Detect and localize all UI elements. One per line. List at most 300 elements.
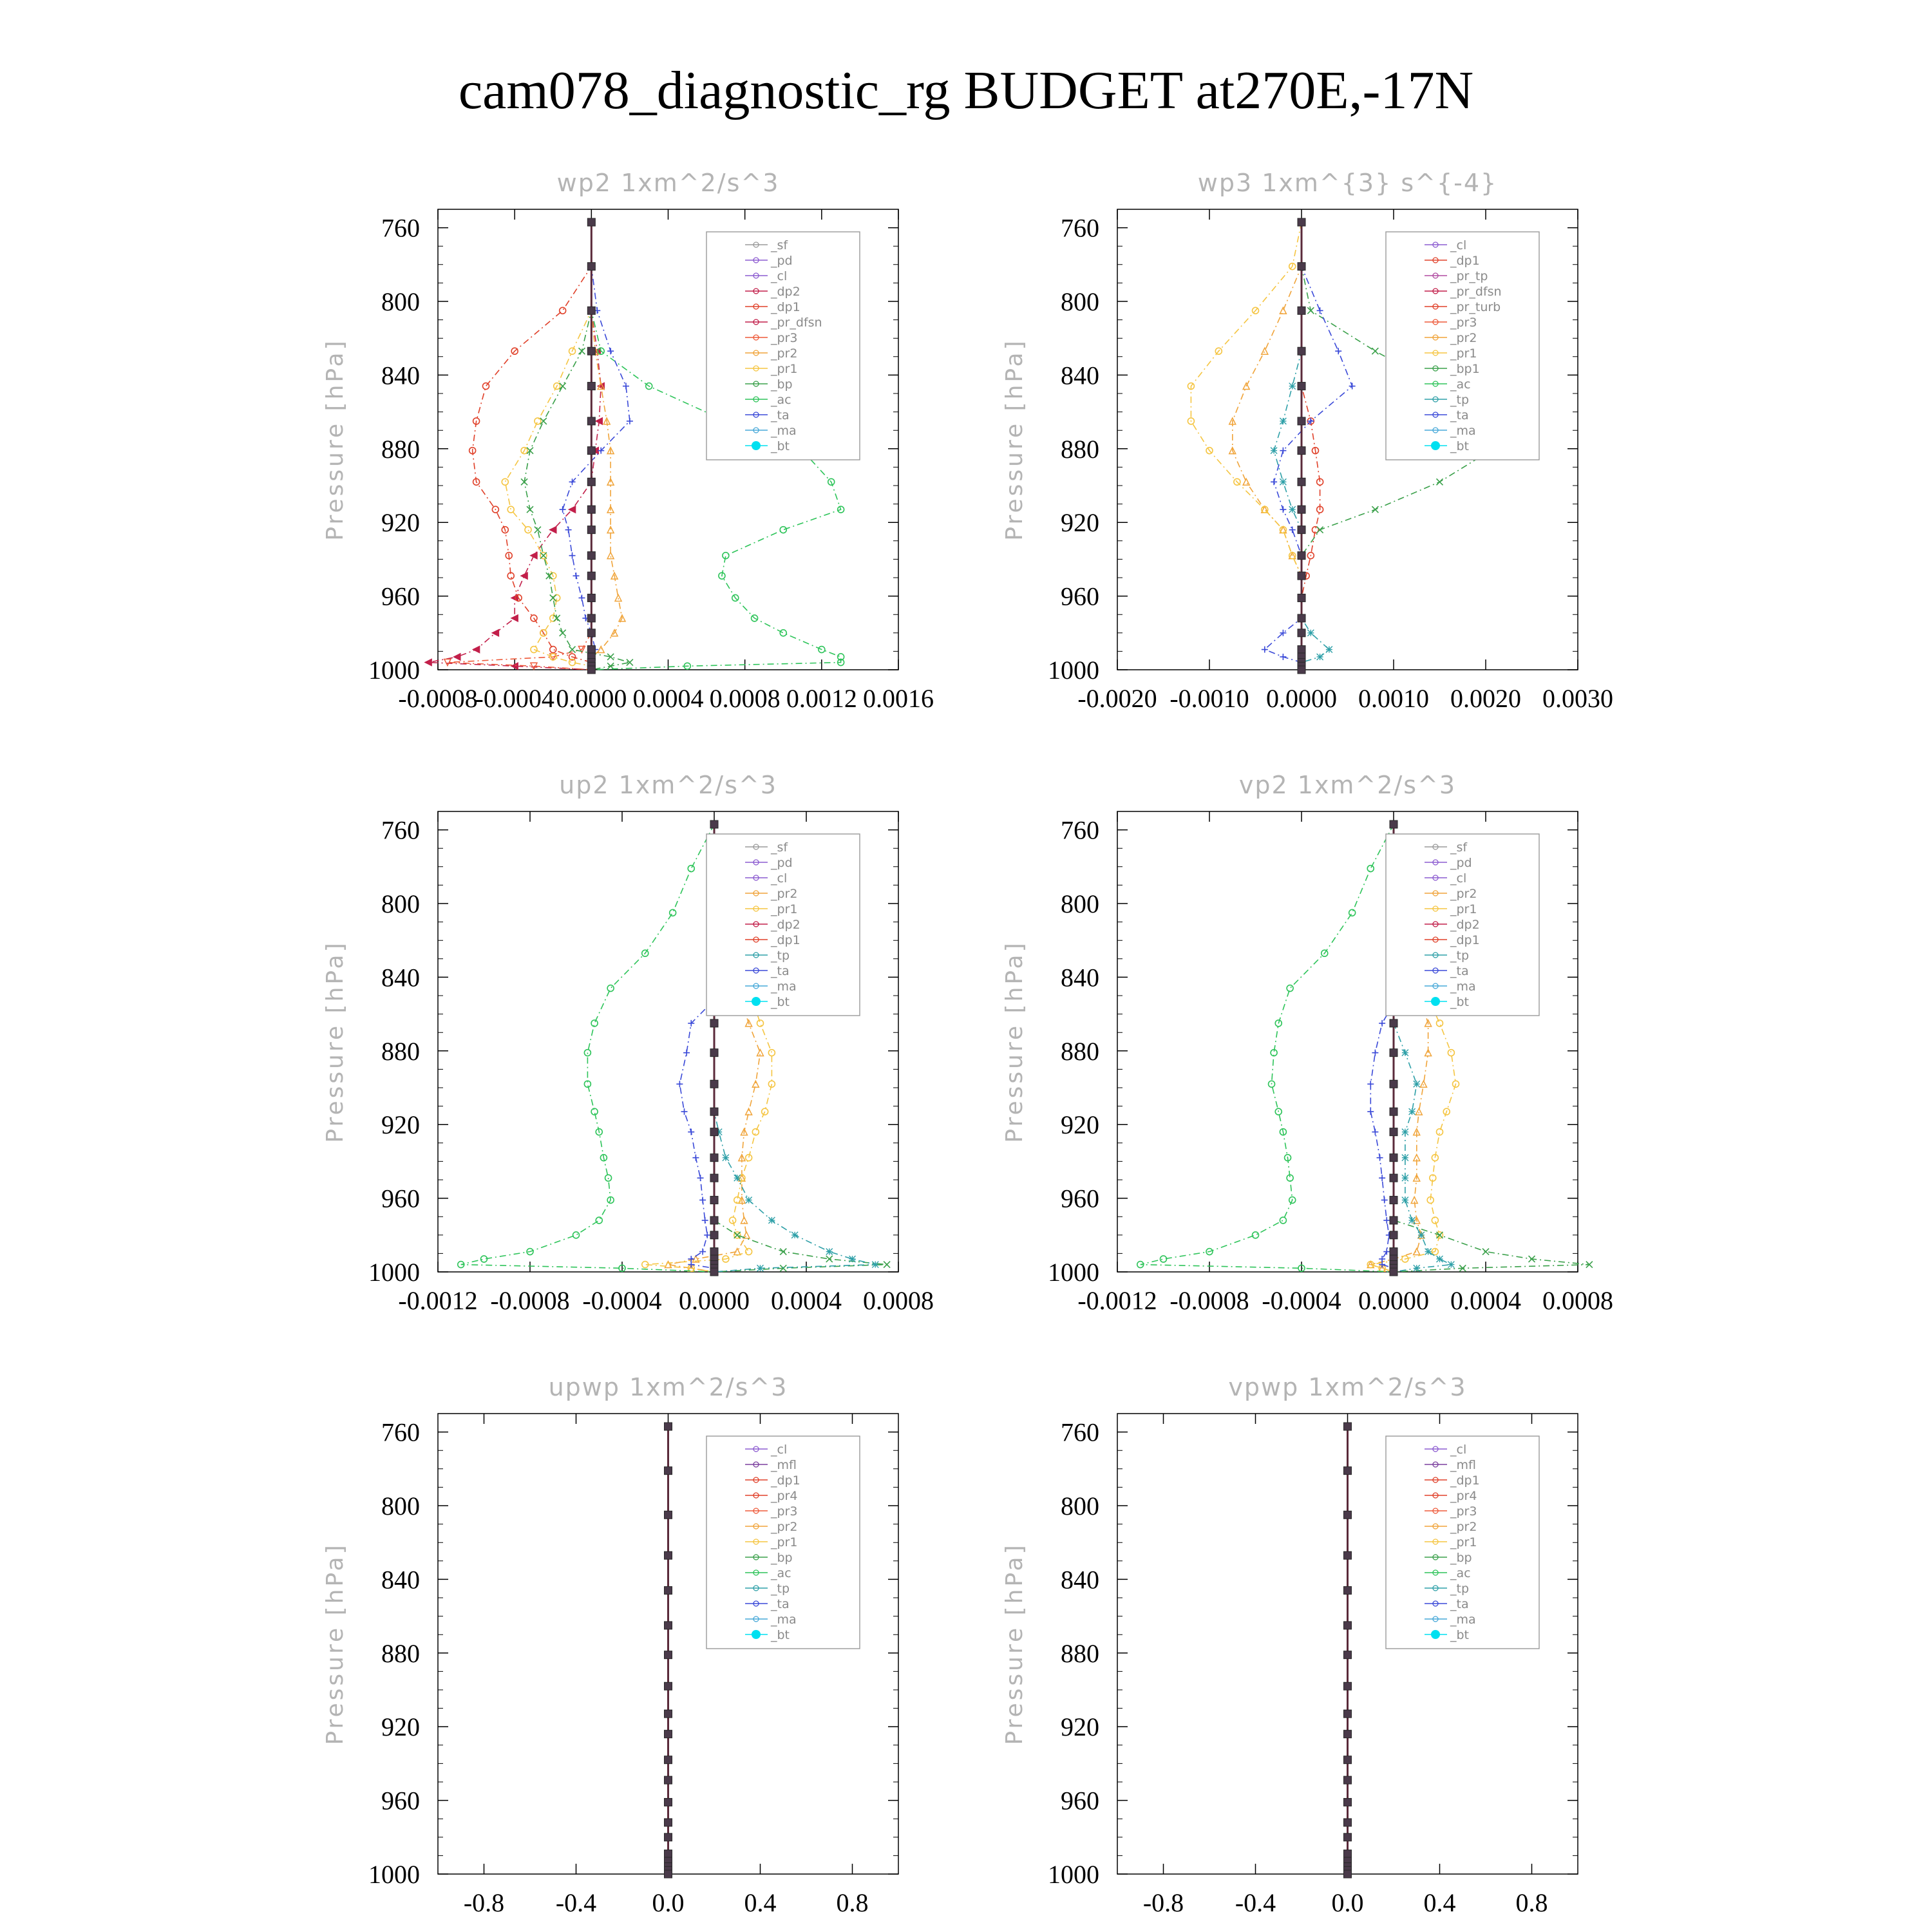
legend-label: _pr1 — [1450, 902, 1477, 916]
y-tick-label: 880 — [381, 1036, 420, 1066]
data-point — [1482, 1249, 1489, 1255]
zero-column-marker — [587, 447, 595, 455]
y-axis-label: Pressure [hPa] — [322, 1542, 348, 1745]
legend-label: _pr3 — [1450, 316, 1477, 330]
zero-column-marker — [1298, 383, 1305, 390]
x-tick-label: 0.8 — [836, 1888, 869, 1917]
legend-label: _bp — [1450, 1551, 1472, 1565]
data-point — [1262, 348, 1268, 354]
data-point — [607, 985, 614, 992]
legend-label: _pr_turb — [1450, 300, 1501, 314]
data-point — [1280, 506, 1286, 513]
x-tick-label: 0.0 — [652, 1888, 685, 1917]
data-point — [473, 647, 480, 653]
x-tick-label: -0.0012 — [1077, 1286, 1157, 1315]
data-point — [596, 1217, 602, 1224]
data-point — [734, 1232, 741, 1238]
data-point — [699, 1197, 706, 1203]
x-tick-label: -0.0004 — [1262, 1286, 1341, 1315]
zero-column-marker — [587, 417, 595, 425]
legend-label: _bp — [771, 1551, 793, 1565]
zero-column-marker — [587, 646, 595, 654]
data-point — [565, 527, 572, 533]
legend-label: _pr2 — [1450, 331, 1477, 345]
zero-column-marker — [1344, 1798, 1352, 1806]
zero-column-marker — [710, 1248, 718, 1256]
data-point — [1280, 418, 1286, 424]
data-point — [1420, 1081, 1426, 1087]
x-tick-label: 0.0000 — [1266, 684, 1337, 713]
legend-label: _tp — [1450, 393, 1470, 407]
y-tick-label: 760 — [381, 1417, 420, 1447]
zero-column-marker — [665, 1776, 672, 1784]
zero-column-marker — [1390, 1019, 1397, 1027]
zero-column-marker — [665, 1511, 672, 1519]
data-point — [676, 1081, 683, 1087]
series-line-dp2 — [428, 222, 601, 670]
zero-column-marker — [710, 1080, 718, 1088]
data-point — [607, 527, 614, 533]
zero-column-marker — [587, 263, 595, 270]
x-tick-label: -0.4 — [555, 1888, 597, 1917]
y-tick-label: 800 — [381, 1492, 420, 1520]
zero-column-marker — [1390, 1248, 1397, 1256]
data-point — [573, 1232, 580, 1238]
data-point — [780, 1249, 786, 1255]
data-point — [492, 630, 498, 636]
panel-title: up2 1xm^2/s^3 — [559, 771, 777, 799]
y-tick-label: 840 — [381, 1565, 420, 1595]
series-line-dp1 — [1141, 824, 1394, 1272]
legend-label: _ac — [771, 393, 791, 407]
data-point — [540, 553, 547, 559]
x-tick-label: 0.0000 — [679, 1286, 750, 1315]
data-point — [1372, 506, 1378, 513]
data-point — [1367, 866, 1374, 872]
chart-panel-3 — [322, 771, 934, 1315]
data-point — [697, 1175, 704, 1181]
y-tick-label: 880 — [381, 1638, 420, 1668]
data-point — [683, 1050, 690, 1056]
legend-label: _dp1 — [1450, 1473, 1480, 1488]
data-point — [525, 527, 531, 533]
zero-column-marker — [710, 1196, 718, 1204]
data-point — [1379, 1020, 1385, 1027]
legend-label: _pr2 — [771, 1520, 798, 1534]
zero-column-marker — [587, 614, 595, 622]
data-point — [607, 348, 614, 354]
data-point — [1383, 1249, 1390, 1255]
data-point — [1402, 1050, 1408, 1056]
legend-label: _dp1 — [1450, 933, 1480, 947]
data-point — [1317, 654, 1323, 660]
zero-column-marker — [1344, 1651, 1352, 1659]
legend-label: _bt — [771, 995, 790, 1009]
zero-column-marker — [1298, 347, 1305, 355]
zero-column-marker — [587, 629, 595, 637]
legend-label: _ma — [771, 424, 797, 438]
data-point — [723, 1155, 729, 1161]
zero-column-marker — [1344, 1833, 1352, 1841]
y-tick-label: 800 — [381, 287, 420, 316]
zero-column-marker — [1344, 1819, 1352, 1826]
y-tick-label: 1000 — [1048, 1258, 1099, 1287]
zero-column-marker — [587, 478, 595, 486]
series-line-pr2 — [505, 222, 591, 670]
zero-column-marker — [1344, 1511, 1352, 1519]
panel-title: wp2 1xm^2/s^3 — [556, 169, 780, 197]
data-point — [1349, 383, 1356, 390]
zero-column-marker — [1298, 447, 1305, 455]
zero-column-marker — [587, 347, 595, 355]
data-point — [1335, 348, 1341, 354]
x-tick-label: -0.0004 — [475, 684, 554, 713]
legend-label: _ac — [1450, 377, 1471, 392]
legend-label: _bt — [1450, 995, 1470, 1009]
legend-label: _cl — [771, 269, 788, 283]
data-point — [1280, 307, 1286, 314]
zero-column-marker — [587, 506, 595, 513]
y-tick-label: 920 — [1061, 1110, 1099, 1140]
data-point — [1448, 1262, 1454, 1268]
legend-label: _pr_tp — [1450, 269, 1488, 283]
data-point — [615, 594, 621, 601]
legend-label: _bp — [771, 377, 793, 392]
panels — [322, 169, 1613, 1917]
x-tick-label: -0.0020 — [1077, 684, 1157, 713]
data-point — [1317, 527, 1323, 533]
data-point — [425, 659, 431, 666]
zero-column-marker — [1390, 1080, 1397, 1088]
legend-label: _pr4 — [771, 1489, 798, 1503]
y-tick-label: 920 — [1061, 1712, 1099, 1742]
y-tick-label: 920 — [381, 508, 420, 538]
legend-label: _pd — [771, 856, 793, 870]
x-tick-label: -0.0012 — [398, 1286, 478, 1315]
legend-marker — [752, 1630, 761, 1639]
data-point — [752, 1129, 759, 1135]
data-point — [578, 594, 585, 601]
zero-column-marker — [587, 383, 595, 390]
legend-label: _pr1 — [771, 1535, 798, 1549]
data-point — [1372, 348, 1378, 354]
x-tick-label: -0.0004 — [582, 1286, 662, 1315]
x-tick-label: 0.0000 — [556, 684, 627, 713]
data-point — [598, 647, 604, 653]
data-point — [550, 527, 556, 533]
data-point — [1418, 1232, 1425, 1238]
zero-column-marker — [665, 1798, 672, 1806]
chart-panel-4 — [1001, 771, 1613, 1315]
legend-label: _dp1 — [1450, 254, 1480, 268]
zero-column-marker — [587, 307, 595, 314]
data-point — [1437, 1232, 1443, 1238]
legend-label: _ac — [771, 1566, 791, 1580]
x-tick-label: 0.0008 — [863, 1286, 934, 1315]
legend-label: _bt — [771, 439, 790, 453]
data-point — [1414, 1249, 1420, 1255]
zero-column-marker — [587, 572, 595, 580]
data-point — [780, 630, 786, 636]
legend-label: _pr2 — [771, 887, 798, 901]
data-point — [768, 1050, 775, 1056]
zero-column-marker — [665, 1423, 672, 1430]
data-point — [573, 573, 580, 579]
x-tick-label: 0.4 — [744, 1888, 777, 1917]
legend-label: _pd — [1450, 856, 1472, 870]
legend-marker — [1431, 997, 1440, 1006]
data-point — [1425, 1249, 1432, 1255]
data-point — [688, 866, 694, 872]
zero-column-marker — [1298, 307, 1305, 314]
data-point — [826, 1249, 833, 1255]
data-point — [550, 594, 556, 601]
zero-column-marker — [665, 1622, 672, 1629]
y-tick-label: 840 — [1061, 361, 1099, 390]
data-point — [1280, 478, 1286, 485]
data-point — [507, 506, 514, 513]
y-tick-label: 800 — [381, 889, 420, 918]
legend-marker — [1431, 1630, 1440, 1639]
legend-label: _sf — [771, 238, 788, 252]
legend-label: _ta — [771, 408, 790, 422]
x-tick-label: 0.0030 — [1542, 684, 1613, 713]
x-tick-label: 0.0020 — [1450, 684, 1521, 713]
zero-column-marker — [1298, 526, 1305, 534]
zero-column-marker — [710, 1268, 718, 1276]
data-point — [1367, 1081, 1374, 1087]
data-point — [704, 1232, 710, 1238]
legend-label: _pr_dfsn — [1450, 285, 1502, 299]
zero-column-marker — [1390, 1128, 1397, 1136]
zero-column-marker — [1298, 263, 1305, 270]
data-point — [1402, 1129, 1408, 1135]
x-tick-label: 0.0008 — [709, 684, 781, 713]
data-point — [734, 1175, 741, 1181]
series-line-ta — [563, 222, 630, 670]
data-point — [702, 1217, 708, 1224]
y-axis-label: Pressure [hPa] — [1001, 338, 1028, 541]
series-line-pr_dfsn — [448, 222, 591, 670]
data-point — [1289, 527, 1296, 533]
zero-column-marker — [1390, 1217, 1397, 1224]
data-point — [1381, 1197, 1388, 1203]
y-tick-label: 1000 — [368, 1860, 420, 1889]
data-point — [1307, 630, 1314, 636]
x-tick-label: 0.0010 — [1358, 684, 1429, 713]
data-point — [849, 1256, 856, 1262]
legend-label: _cl — [1450, 1443, 1467, 1457]
y-tick-label: 840 — [1061, 963, 1099, 992]
series-line-pr1 — [1191, 222, 1302, 670]
zero-column-marker — [665, 1833, 672, 1841]
data-point — [746, 1249, 752, 1255]
y-tick-label: 960 — [381, 1786, 420, 1815]
y-tick-label: 1000 — [1048, 1860, 1099, 1889]
legend-label: _dp2 — [771, 918, 800, 932]
data-point — [681, 1108, 688, 1115]
y-tick-label: 880 — [1061, 1638, 1099, 1668]
zero-column-marker — [1390, 1108, 1397, 1115]
zero-column-marker — [710, 1019, 718, 1027]
data-point — [1437, 1020, 1443, 1027]
data-point — [1402, 1197, 1408, 1203]
data-point — [1379, 1175, 1385, 1181]
y-tick-label: 800 — [1061, 287, 1099, 316]
x-tick-label: -0.0008 — [490, 1286, 570, 1315]
x-tick-label: -0.8 — [463, 1888, 505, 1917]
data-point — [1317, 307, 1323, 314]
y-tick-label: 840 — [381, 361, 420, 390]
legend-label: _pr2 — [771, 346, 798, 361]
y-tick-label: 1000 — [368, 1258, 420, 1287]
chart-panel-5 — [322, 1373, 898, 1917]
chart-panel-1 — [322, 169, 934, 713]
legend-label: _dp1 — [771, 933, 800, 947]
y-tick-label: 880 — [381, 434, 420, 464]
zero-column-marker — [587, 526, 595, 534]
zero-column-marker — [665, 1870, 672, 1878]
panel-title: vpwp 1xm^2/s^3 — [1228, 1373, 1467, 1401]
y-tick-label: 760 — [1061, 213, 1099, 243]
y-axis-label: Pressure [hPa] — [1001, 940, 1028, 1143]
x-tick-label: 0.0004 — [1450, 1286, 1521, 1315]
zero-column-marker — [587, 218, 595, 226]
data-point — [1326, 647, 1332, 653]
legend-label: _ta — [1450, 408, 1469, 422]
y-axis-label: Pressure [hPa] — [1001, 1542, 1028, 1745]
data-point — [1377, 1155, 1383, 1161]
legend-label: _pd — [771, 254, 793, 268]
chart-panel-2 — [1001, 169, 1613, 713]
data-point — [1437, 1256, 1443, 1262]
zero-column-marker — [665, 1730, 672, 1738]
data-point — [1383, 1217, 1390, 1224]
data-point — [826, 1256, 833, 1262]
legend-label: _cl — [771, 1443, 788, 1457]
zero-column-marker — [1390, 1268, 1397, 1276]
y-tick-label: 840 — [1061, 1565, 1099, 1595]
zero-column-marker — [1298, 506, 1305, 513]
data-point — [670, 909, 676, 916]
y-tick-label: 960 — [1061, 1786, 1099, 1815]
data-point — [560, 506, 566, 513]
zero-column-marker — [1344, 1870, 1352, 1878]
legend-label: _bt — [771, 1628, 790, 1642]
y-tick-label: 840 — [381, 963, 420, 992]
x-tick-label: -0.0010 — [1170, 684, 1249, 713]
x-tick-label: 0.0 — [1331, 1888, 1364, 1917]
zero-column-marker — [665, 1467, 672, 1475]
x-tick-label: 0.0004 — [632, 684, 704, 713]
zero-column-marker — [1344, 1551, 1352, 1559]
x-tick-label: 0.0008 — [1542, 1286, 1613, 1315]
zero-column-marker — [710, 1108, 718, 1115]
data-point — [623, 383, 629, 390]
zero-column-marker — [1344, 1710, 1352, 1718]
legend-label: _ta — [771, 964, 790, 978]
data-point — [757, 1265, 764, 1271]
y-tick-label: 760 — [381, 213, 420, 243]
zero-column-marker — [710, 1217, 718, 1224]
data-point — [1349, 909, 1356, 916]
legend-label: _bt — [1450, 1628, 1470, 1642]
zero-column-marker — [710, 1049, 718, 1057]
data-point — [1372, 1129, 1378, 1135]
zero-column-marker — [1298, 629, 1305, 637]
zero-column-marker — [1344, 1622, 1352, 1629]
data-point — [746, 1155, 752, 1161]
zero-column-marker — [1298, 646, 1305, 654]
data-point — [1409, 1108, 1416, 1115]
series-line-dp1 — [461, 824, 714, 1272]
zero-column-marker — [1390, 1154, 1397, 1162]
legend-label: _sf — [771, 840, 788, 855]
data-point — [1416, 1108, 1422, 1115]
legend-marker — [752, 441, 761, 450]
data-point — [1414, 1265, 1420, 1271]
zero-column-marker — [1390, 820, 1397, 828]
data-point — [1372, 1050, 1378, 1056]
legend-label: _pr4 — [1450, 1489, 1477, 1503]
zero-column-marker — [710, 1231, 718, 1239]
data-point — [768, 1217, 775, 1224]
legend-label: _pr_dfsn — [771, 316, 822, 330]
figure-title: cam078_diagnostic_rg BUDGET at270E,-17N — [458, 61, 1474, 120]
legend-label: _cl — [1450, 238, 1467, 252]
legend-label: _pr1 — [1450, 346, 1477, 361]
y-tick-label: 800 — [1061, 1492, 1099, 1520]
zero-column-marker — [1298, 666, 1305, 674]
data-point — [1402, 1155, 1408, 1161]
legend-label: _tp — [771, 949, 790, 963]
data-point — [1271, 448, 1277, 454]
data-point — [872, 1262, 878, 1268]
x-tick-label: -0.4 — [1235, 1888, 1276, 1917]
zero-column-marker — [1298, 572, 1305, 580]
x-tick-label: -0.8 — [1142, 1888, 1184, 1917]
y-tick-label: 920 — [381, 1110, 420, 1140]
legend-label: _pr2 — [1450, 1520, 1477, 1534]
data-point — [688, 1129, 694, 1135]
zero-column-marker — [1344, 1682, 1352, 1690]
data-point — [1402, 1175, 1408, 1181]
legend-label: _mfl — [771, 1458, 797, 1472]
zero-column-marker — [1344, 1776, 1352, 1784]
panel-title: upwp 1xm^2/s^3 — [548, 1373, 788, 1401]
legend-label: _pr3 — [1450, 1504, 1477, 1519]
zero-column-marker — [1298, 614, 1305, 622]
zero-column-marker — [710, 820, 718, 828]
data-point — [1289, 506, 1296, 513]
data-point — [699, 1249, 706, 1255]
data-point — [1448, 1050, 1454, 1056]
data-point — [1409, 1217, 1416, 1224]
zero-column-marker — [1390, 1196, 1397, 1204]
zero-column-marker — [1344, 1756, 1352, 1764]
chart-panel-6 — [1001, 1373, 1578, 1917]
data-point — [1437, 478, 1443, 485]
data-point — [535, 418, 541, 424]
zero-column-marker — [587, 666, 595, 674]
legend-label: _ma — [1450, 980, 1476, 994]
legend-label: _tp — [1450, 1582, 1470, 1596]
data-point — [692, 1155, 699, 1161]
y-tick-label: 1000 — [1048, 656, 1099, 685]
y-tick-label: 760 — [1061, 815, 1099, 845]
y-tick-label: 960 — [1061, 1184, 1099, 1213]
panel-title: wp3 1xm^{3} s^{-4} — [1197, 169, 1498, 197]
